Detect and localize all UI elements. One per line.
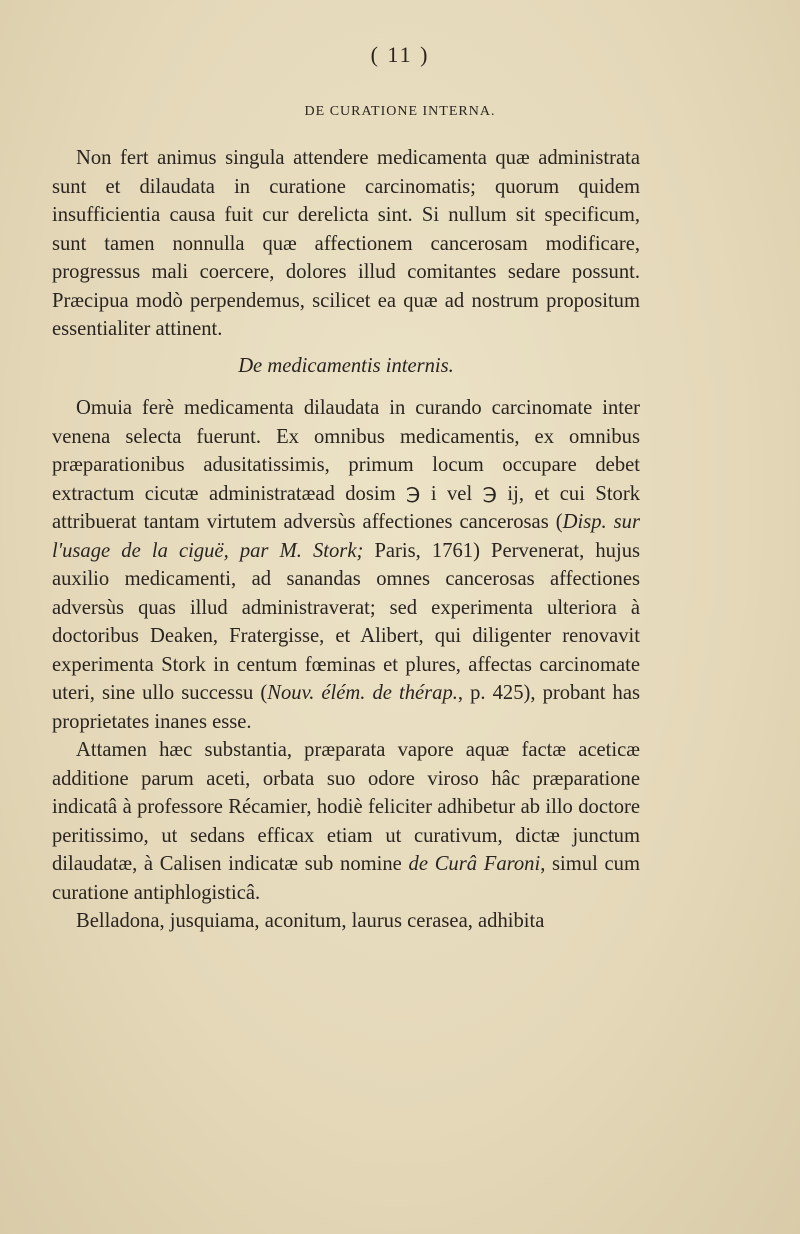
paragraph-2-text-b: Paris, 1761) Pervenerat, hujus auxilio medicamenti, ad sanandas omnes cancerosas affectiones adversùs quas illud administraverat; sed experimenta ulteriora à doctoribus Deaken, Fratergisse, et Alibert, qui diligenter renovavit experimenta Stork in centum fœminas et plures, affectas carcinomate uteri, sine ullo successu ( [52, 539, 640, 704]
page-number: ( 11 ) [370, 42, 430, 67]
paragraph-3-text-b: , simul cum curatione antiphlogisticâ. [52, 853, 640, 904]
paragraph-3-italic: de Curâ Faroni [408, 853, 541, 875]
paragraph-1: Non fert animus singula attendere medicamenta quæ administrata sunt et dilaudata in curatione carcinomatis; quorum quidem insufficientia causa fuit cur derelicta sint. Si nullum sit specificum, sunt tamen nonnulla quæ affectionem cancerosam modificare, progressus mali coercere, dolores illud comitantes sedare possunt. Præcipua modò perpendemus, scilicet ea quæ ad nostrum propositum essentialiter attinent. [52, 147, 640, 340]
citation-therap: Nouv. élém. de thérap. [267, 682, 458, 704]
paragraph-2-text-a: Omuia ferè medicamenta dilaudata in curando carcinomate inter venena selecta fuerunt. Ex omnibus medicamentis, ex omnibus præparationibus adusitatissimis, primum locum occupare debet extractum cicutæ administratæad dosim ℈ i vel ℈ ij, et cui Stork attribuerat tantam virtutem adversùs affectiones cancerosas ( [52, 397, 640, 533]
paragraph-3-text-a: Attamen hæc substantia, præparata vapore aquæ factæ aceticæ additione parum aceti, orbata suo odore viroso hâc præparatione indicatâ à professore Récamier, hodiè feliciter adhibetur ab illo doctore peritissimo, ut sedans efficax etiam ut curativum, dictæ junctum dilaudatæ, à Calisen indicatæ sub nomine [52, 739, 640, 875]
section-heading: DE CURATIONE INTERNA. [304, 104, 496, 119]
paragraph-4: Belladona, jusquiama, aconitum, laurus cerasea, adhibita [76, 910, 545, 932]
body-text [52, 144, 640, 936]
subheading: De medicamentis internis. [238, 354, 454, 377]
paragraph-2 [52, 394, 640, 736]
paragraph-3 [52, 736, 640, 907]
citation-stork: Disp. sur l'usage de la ciguë, par M. Stork; [52, 511, 640, 562]
paragraph-2-text-c: , p. 425), probant has proprietates inanes esse. [52, 682, 640, 733]
